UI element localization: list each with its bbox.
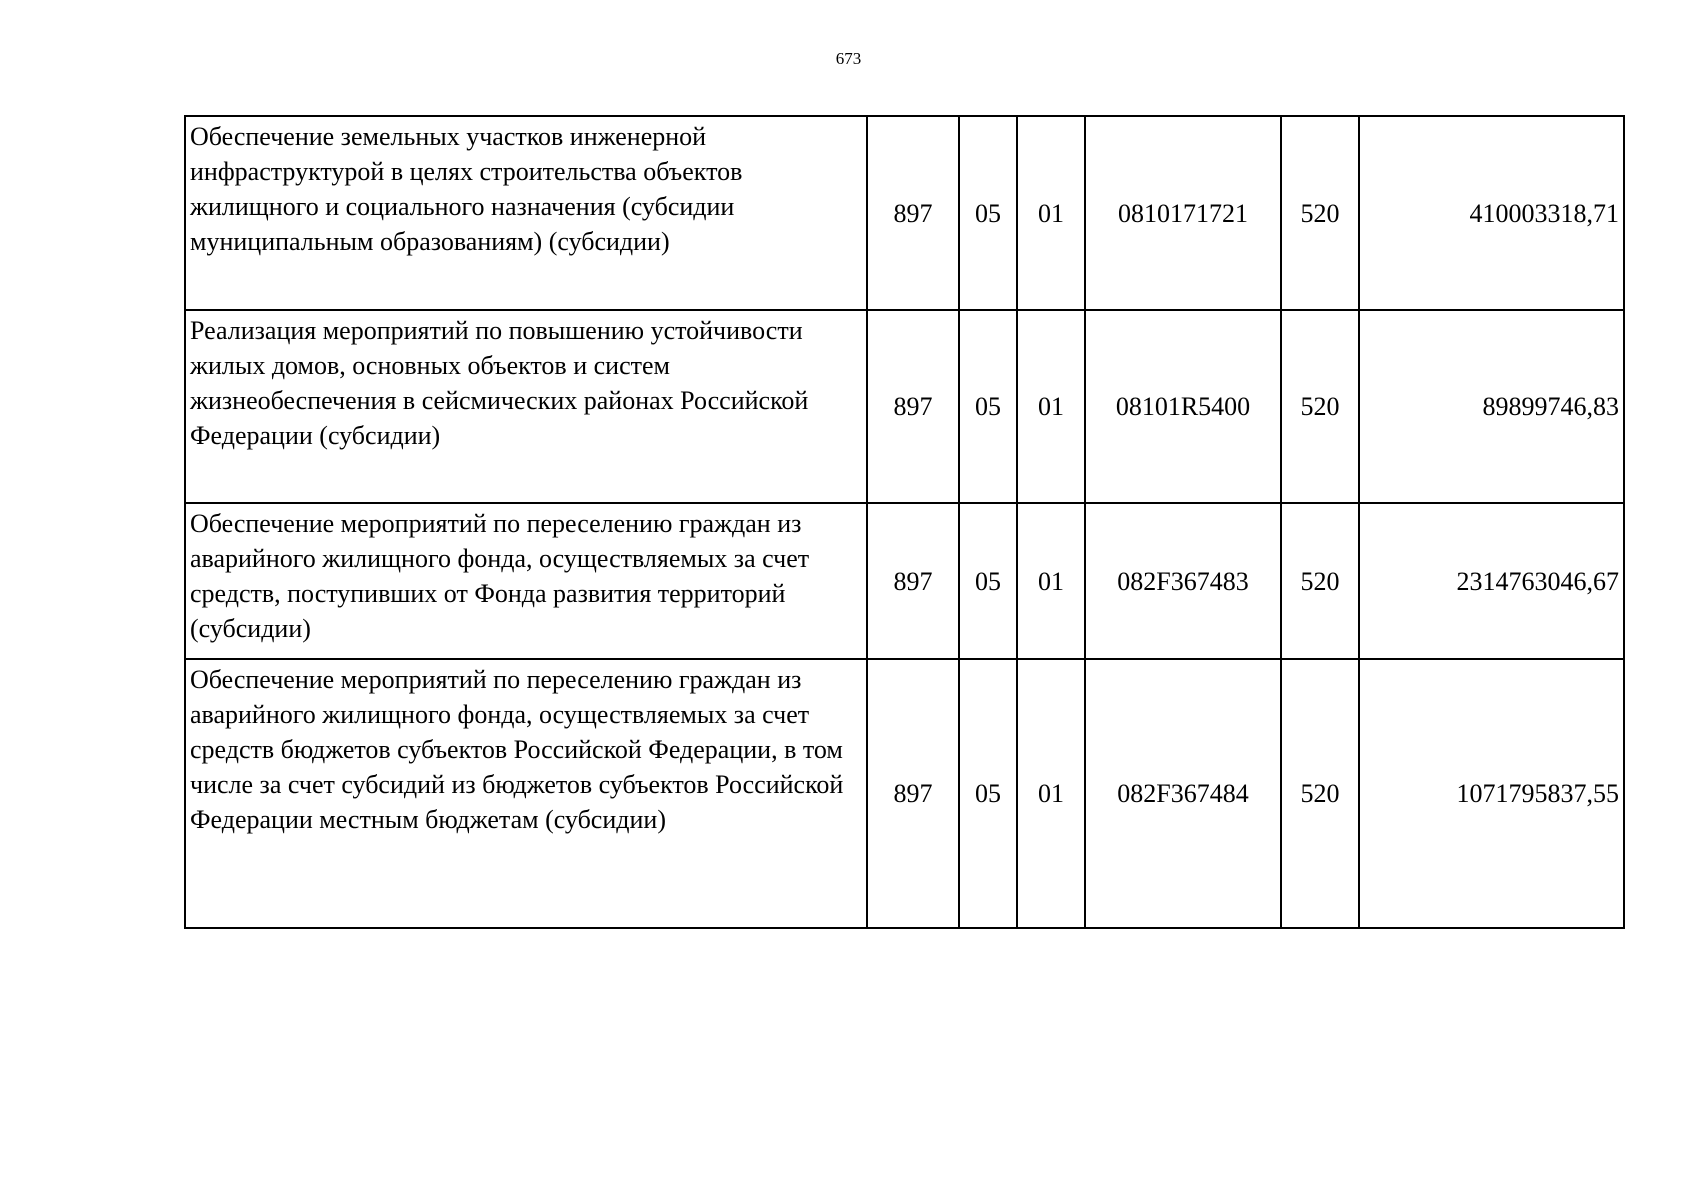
subsection-code: 01 [1017, 659, 1085, 928]
table-row [185, 116, 1624, 310]
table-row [185, 659, 1624, 928]
subsection-code: 01 [1017, 503, 1085, 659]
row-description: Обеспечение мероприятий по переселению граждан из аварийного жилищного фонда, осуществляемых за счет средств, поступивших от Фонда развития территорий (субсидии) [185, 503, 867, 659]
subsection-code: 01 [1017, 310, 1085, 503]
row-description: Обеспечение мероприятий по переселению граждан из аварийного жилищного фонда, осуществляемых за счет средств бюджетов субъектов Российской Федерации, в том числе за счет субсидий из бюджетов субъектов Российской Федерации местным бюджетам (субсидии) [185, 659, 867, 928]
target-article-code: 08101R5400 [1085, 310, 1281, 503]
subsection-code: 01 [1017, 116, 1085, 310]
table-row [185, 503, 1624, 659]
amount: 1071795837,55 [1359, 659, 1624, 928]
expense-type-code: 520 [1281, 116, 1359, 310]
target-article-code: 082F367484 [1085, 659, 1281, 928]
row-description: Обеспечение земельных участков инженерной инфраструктурой в целях строительства объектов жилищного и социального назначения (субсидии муниципальным образованиям) (субсидии) [185, 116, 867, 310]
section-code: 05 [959, 310, 1017, 503]
amount: 410003318,71 [1359, 116, 1624, 310]
expense-type-code: 520 [1281, 503, 1359, 659]
expense-type-code: 520 [1281, 659, 1359, 928]
expense-type-code: 520 [1281, 310, 1359, 503]
ministry-code: 897 [867, 116, 959, 310]
budget-table [184, 115, 1625, 929]
ministry-code: 897 [867, 503, 959, 659]
ministry-code: 897 [867, 310, 959, 503]
target-article-code: 0810171721 [1085, 116, 1281, 310]
row-description: Реализация мероприятий по повышению устойчивости жилых домов, основных объектов и систем жизнеобеспечения в сейсмических районах Российской Федерации (субсидии) [185, 310, 867, 503]
section-code: 05 [959, 116, 1017, 310]
section-code: 05 [959, 659, 1017, 928]
ministry-code: 897 [867, 659, 959, 928]
table-row [185, 310, 1624, 503]
amount: 89899746,83 [1359, 310, 1624, 503]
section-code: 05 [959, 503, 1017, 659]
amount: 2314763046,67 [1359, 503, 1624, 659]
target-article-code: 082F367483 [1085, 503, 1281, 659]
page-number: 673 [835, 49, 862, 68]
